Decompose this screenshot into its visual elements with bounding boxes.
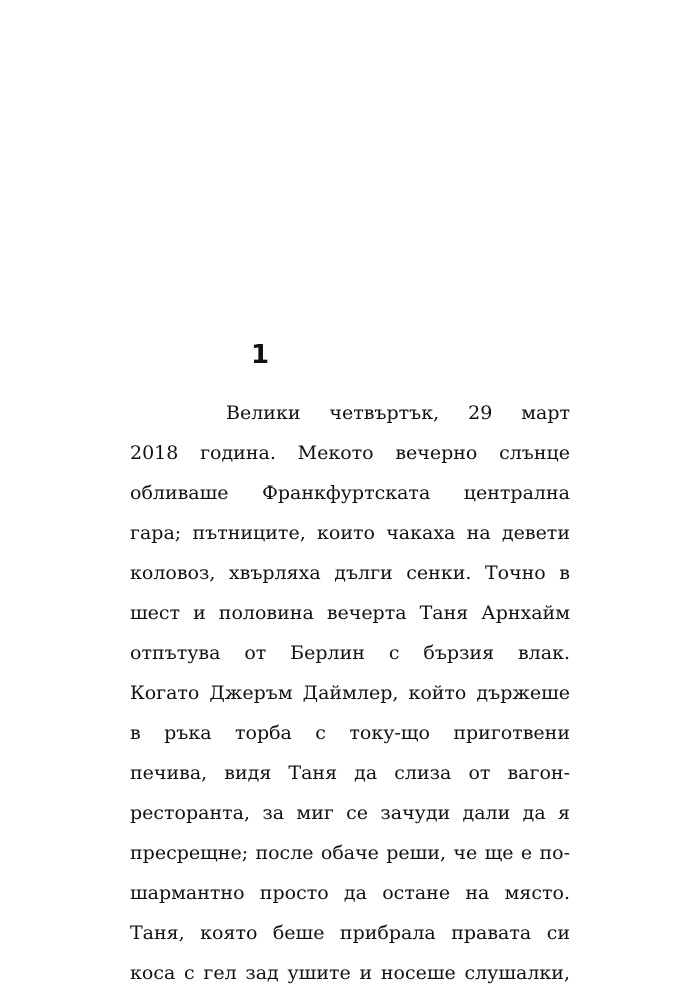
text-line: гара; пътниците, които чакаха на девети	[130, 522, 570, 544]
text-line: обливаше Франкфуртската централна	[130, 482, 570, 504]
text-line: пресрещне; после обаче реши, че ще е по-	[130, 842, 570, 864]
chapter-number: 1	[250, 340, 270, 370]
text-line: 2018 година. Мекото вечерно слънце	[130, 442, 570, 464]
body-text	[130, 393, 570, 993]
text-line: в ръка торба с току-що приготвени	[130, 722, 570, 744]
text-line: Когато Джеръм Даймлер, който държеше	[130, 682, 570, 704]
text-line: шест и половина вечерта Таня Арнхайм	[130, 602, 570, 624]
text-line: коса с гел зад ушите и носеше слушалки,	[130, 962, 570, 984]
text-line: отпътува от Берлин с бързия влак.	[130, 642, 570, 664]
text-line: ресторанта, за миг се зачуди дали да я	[130, 802, 570, 824]
text-line: коловоз, хвърляха дълги сенки. Точно в	[130, 562, 570, 584]
text-line: печива, видя Таня да слиза от вагон-	[130, 762, 570, 784]
text-line: Таня, която беше прибрала правата си	[130, 922, 570, 944]
text-line: шармантно просто да остане на място.	[130, 882, 570, 904]
text-line: Велики четвъртък, 29 март	[226, 402, 570, 424]
